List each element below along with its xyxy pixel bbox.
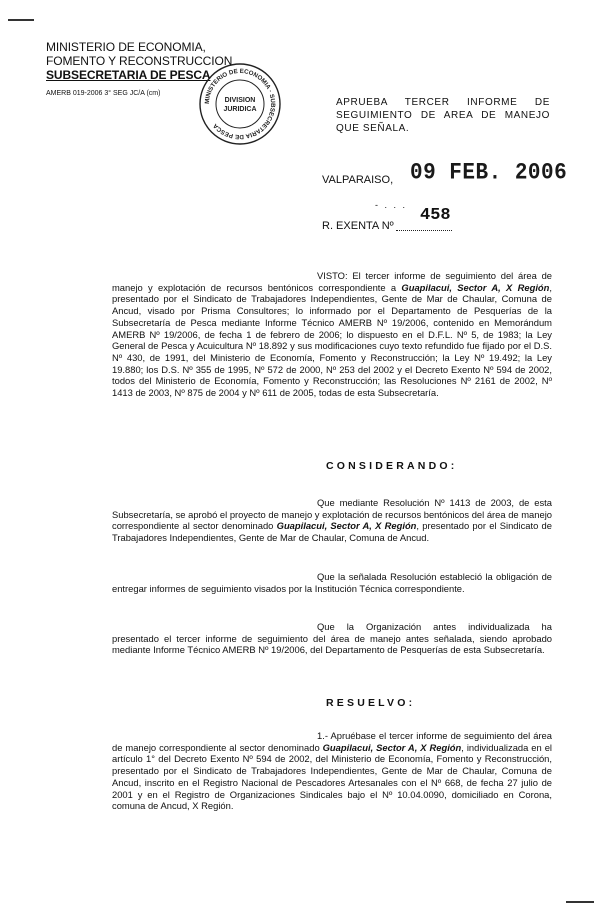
- seal-center-line-1: DIVISION: [224, 97, 256, 104]
- considerando-1-place: Guapilacui, Sector A, X Región: [276, 520, 417, 532]
- seal-center-line-2: JURIDICA: [223, 106, 257, 113]
- visto-text-1: El tercer informe de seguimiento del área de manejo y explotación de recursos bentónicos correspondiente a: [112, 270, 552, 293]
- visto-paragraph: [112, 270, 552, 399]
- visto-label: VISTO:: [317, 270, 348, 281]
- resuelvo-heading: RESUELVO:: [326, 697, 416, 709]
- resolution-subject: APRUEBA TERCER INFORME DE SEGUIMIENTO DE AREA DE MANEJO QUE SEÑALA.: [336, 97, 550, 134]
- reference-code: AMERB 019-2006 3° SEG JC/A (cm): [46, 90, 161, 97]
- considerando-paragraph-3: Que la Organización antes individualizada ha presentado el tercer informe de seguimiento del área de manejo antes señalada, siendo aprobado mediante Informe Técnico AMERB Nº 19/2006, del Departamento de Pesquerías de esta Subsecretaría.: [112, 621, 552, 656]
- resolution-label: R. EXENTA Nº: [322, 220, 394, 232]
- subsecretaria-name: SUBSECRETARIA DE PESCA: [46, 68, 211, 82]
- stamped-date: 09 FEB. 2006: [410, 160, 568, 187]
- official-seal-icon: [198, 62, 282, 146]
- considerando-1-text-1: Que mediante Resolución Nº 1413 de 2003, de esta Subsecretaría, se aprobó el proyecto de manejo y explotación de recursos bentónicos del área de manejo correspondiente al sector denominado: [112, 497, 552, 532]
- resuelvo-1-text-2: , individualizada en el artículo 1° del Decreto Exento Nº 594 de 2002, del Ministerio de Economía, Fomento y Reconstrucción, presentado por el Sindicato de Trabajadores Independientes, Gente de Mar de Chaular, Comuna de Ancud, inscrito en el Registro Nacional de Pescadores Artesanales con el Nº 668, de fecha 27 julio de 2001 y en el Registro de Organizaciones Sindicales bajo el Nº 10.04.0090, domiciliado en Corona, comuna de Ancud, X Región.: [112, 741, 552, 812]
- ministry-line-2: FOMENTO Y RECONSTRUCCION: [46, 54, 233, 68]
- considerando-heading: CONSIDERANDO:: [326, 460, 458, 472]
- visto-place: Guapilacui, Sector A, X Región: [401, 281, 550, 293]
- resuelvo-1-text-1: 1.- Apruébase el tercer informe de seguimiento del área de manejo correspondiente al sector denominado: [112, 730, 552, 753]
- resolution-number: 458: [420, 206, 451, 225]
- svg-text:MINISTERIO DE ECONOMIA · SUBSE: [204, 68, 276, 140]
- resuelvo-1-place: Guapilacui, Sector A, X Región: [322, 741, 462, 753]
- resolution-dots: - . . .: [375, 200, 407, 210]
- considerando-paragraph-1: [112, 497, 552, 544]
- resuelvo-paragraph-1: [112, 730, 552, 812]
- considerando-1-text-2: , presentado por el Sindicato de Trabajadores Independientes, Gente de Mar de Chaular, Comuna de Ancud.: [112, 520, 552, 544]
- city: VALPARAISO,: [322, 174, 394, 186]
- resolution-number-line: [396, 230, 452, 231]
- scan-mark-bottom: [566, 901, 594, 903]
- ministry-line-1: MINISTERIO DE ECONOMIA,: [46, 40, 206, 54]
- considerando-paragraph-2: Que la señalada Resolución estableció la obligación de entregar informes de seguimiento visados por la Institución Técnica correspondiente.: [112, 571, 552, 594]
- visto-text-2: , presentado por el Sindicato de Trabajadores Independientes, Gente de Mar de Chaular, Comuna de Ancud, visado por Prisma Consultores; lo informado por el Departamento de Pesquerías de la Subsecretaría de Pesca mediante Informe Técnico AMERB Nº 19/2006, contenido en Memorándum AMERB Nº 19/2006, de fecha 1 de febrero de 2006; lo dispuesto en el D.F.L. Nº 5, de 1983; la Ley General de Pesca y Acuicultura Nº 18.892 y sus modificaciones cuyo texto refundido fue fijado por el D.S. Nº 430, de 1991, del Ministerio de Economía, Fomento y Reconstrucción; la Ley Nº 19.492; la Ley 19.880; los D.S. Nº 355 de 1995, Nº 572 de 2000, Nº 253 del 2002 y el Decreto Exento Nº 594 de 2002, todos del Ministerio de Economía, Fomento y Reconstrucción; las Resoluciones Nº 2161 de 2002, Nº 1413 de 2003, Nº 875 de 2004 y Nº 611 de 2005, todas de esta Subsecretaría.: [112, 281, 552, 399]
- seal-ring-text: MINISTERIO DE ECONOMIA · SUBSECRETARIA DE PESCA: [203, 67, 277, 141]
- scan-mark-top: [8, 19, 34, 21]
